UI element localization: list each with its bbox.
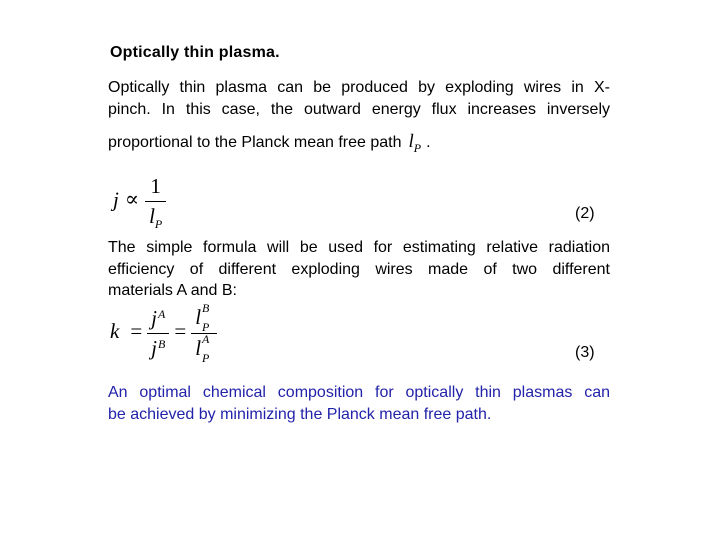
- paragraph-formula-description: [108, 237, 610, 302]
- equation-2-formula: [113, 174, 166, 229]
- math-var-k: k: [110, 319, 120, 344]
- equation-2-number: (2): [575, 205, 595, 222]
- fraction-numerator: [147, 306, 169, 334]
- math-var-l: l: [195, 305, 202, 329]
- math-var-j: j: [151, 306, 158, 330]
- inline-math-planck-mean-free-path: [408, 131, 422, 155]
- fraction-numerator: 1: [145, 174, 166, 202]
- paragraph-intro: [108, 77, 610, 120]
- paragraph-line: efficiency of different exploding wires made of two different: [108, 260, 610, 278]
- equation-3-formula: [110, 301, 217, 365]
- fraction: [145, 174, 166, 229]
- paragraph-line: materials A and B:: [108, 282, 237, 299]
- script-stack: [202, 301, 213, 334]
- text-segment: proportional to the Planck mean free path: [108, 134, 402, 151]
- math-var-l: l: [195, 336, 202, 360]
- math-subscript-P: P: [154, 217, 163, 231]
- fraction-denominator: [147, 334, 169, 361]
- equals-operator: =: [174, 319, 187, 344]
- script-stack: [202, 332, 213, 365]
- math-var-l: l: [149, 204, 155, 228]
- math-var-l: l: [408, 131, 414, 152]
- paragraph-line: The simple formula will be used for estimating relative radiation: [108, 239, 610, 256]
- math-superscript-B: B: [202, 301, 210, 315]
- proportional-to-operator: ∝: [124, 187, 140, 212]
- paragraph-line: An optimal chemical composition for optically thin plasmas can: [108, 384, 610, 401]
- math-var-j: j: [151, 336, 158, 360]
- paragraph-intro-continued: [108, 131, 610, 154]
- fraction-l-ratio: [191, 301, 217, 365]
- paragraph-line: Optically thin plasma can be produced by exploding wires in X-: [108, 79, 610, 96]
- fraction-denominator: [191, 332, 217, 365]
- paragraph-conclusion-blue: [108, 382, 610, 425]
- fraction-j-ratio: [147, 306, 169, 361]
- fraction-numerator: [191, 301, 217, 334]
- math-superscript-A: A: [158, 307, 166, 321]
- paragraph-line: be achieved by minimizing the Planck mean free path.: [108, 405, 492, 423]
- equals-operator: =: [130, 319, 143, 344]
- math-superscript-B: B: [158, 337, 166, 351]
- slide-title: Optically thin plasma.: [110, 44, 280, 61]
- fraction-denominator: [145, 202, 166, 229]
- math-var-j: j: [113, 187, 119, 212]
- math-superscript-A: A: [202, 332, 210, 346]
- equation-3-number: (3): [575, 344, 595, 361]
- math-subscript-P: P: [202, 351, 210, 365]
- math-subscript-P: P: [413, 141, 422, 155]
- math-subscript-P: P: [202, 320, 210, 334]
- text-segment: .: [426, 134, 431, 151]
- paragraph-line: pinch. In this case, the outward energy flux increases inversely: [108, 100, 610, 118]
